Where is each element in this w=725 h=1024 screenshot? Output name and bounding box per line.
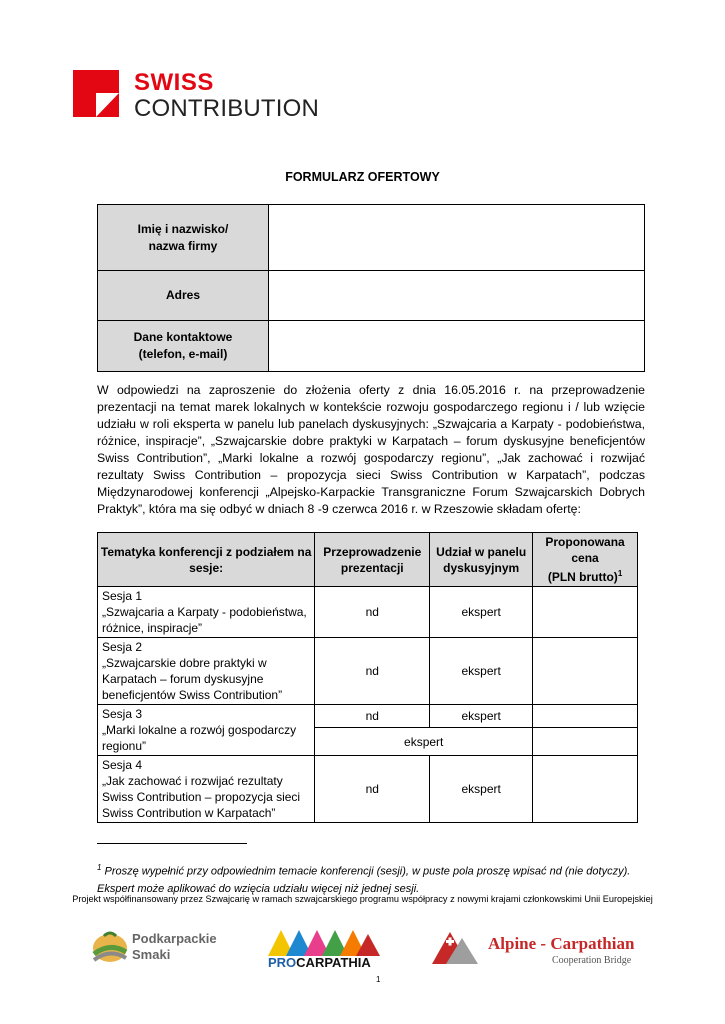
offer-table (97, 532, 638, 823)
contact-table (97, 204, 645, 372)
presentation-cell: nd (315, 705, 430, 728)
panel-cell: ekspert (430, 756, 533, 823)
logo-line1: SWISS (134, 69, 214, 96)
project-funding-line: Projekt współfinansowany przez Szwajcarię w ramach szwajcarskiego programu współpracy z nowymi krajami członkowskimi Unii Europejskiej (72, 894, 653, 904)
footnote: $^1$ Proszę wypełnić przy odpowiednim temacie konferencji (sesji), w puste pola proszę wpisać nd (nie dotyczy). Ekspert może aplikować do wzięcia udziału więcej niż jednej sesji. (97, 863, 631, 895)
table-row (98, 705, 638, 728)
swiss-contribution-logo (73, 70, 318, 126)
price-field[interactable] (533, 728, 638, 756)
session-cell: Sesja 2 „Szwajcarskie dobre praktyki w Karpatach – forum dyskusyjne beneficjentów Swiss Contribution” (98, 638, 315, 705)
header-panel: Udział w panelu dyskusyjnym (430, 533, 533, 587)
session-cell: Sesja 1 „Szwajcaria a Karpaty - podobieństwa, różnice, inspiracje” (98, 587, 315, 638)
table-row (98, 587, 638, 638)
presentation-cell: nd (315, 756, 430, 823)
price-field[interactable] (533, 638, 638, 705)
contact-label-name: Imię i nazwisko/ nazwa firmy (98, 205, 269, 271)
panel-cell: ekspert (430, 587, 533, 638)
presentation-cell: nd (315, 587, 430, 638)
header-price: Proponowana cena (PLN brutto)$^1$ (533, 533, 638, 587)
header-topic: Tematyka konferencji z podziałem na sesje: (98, 533, 315, 587)
logo-mark-icon (73, 70, 119, 117)
price-field[interactable] (533, 587, 638, 638)
price-field[interactable] (533, 705, 638, 728)
session-cell: Sesja 4 „Jak zachować i rozwijać rezultaty Swiss Contribution – propozycja sieci Swiss Contribution w Karpatach” (98, 756, 315, 823)
logo-line2: CONTRIBUTION (134, 95, 320, 122)
table-row (98, 638, 638, 705)
table-row (98, 756, 638, 823)
podkarpackie-smaki-logo: Podkarpackie Smaki (90, 928, 220, 972)
page-number: 1 (376, 975, 381, 984)
header-presentation: Przeprowadzenie prezentacji (315, 533, 430, 587)
footnote-divider (97, 843, 247, 844)
session-cell: Sesja 3 „Marki lokalne a rozwój gospodarczy regionu” (98, 705, 315, 756)
presentation-cell: nd (315, 638, 430, 705)
contact-label-address: Adres (98, 271, 269, 321)
procarpathia-logo: PROCARPATHIA (268, 926, 380, 972)
intro-paragraph: W odpowiedzi na zaproszenie do złożenia oferty z dnia 16.05.2016 r. na przeprowadzenie prezentacji na temat marek lokalnych w kontekście rozwoju gospodarczego regionu i / lub wzięcie udziału w roli eksperta w panelu lub panelach dyskusyjnych: „Szwajcaria a Karpaty - podobieństwa, różnice, inspiracje”, „Szwajcarskie dobre praktyki w Karpatach – forum dyskusyjne beneficjentów Swiss Contribution”, „Marki lokalne a rozwój gospodarczy regionu”, „Jak zachować i rozwijać rezultaty Swiss Contribution – propozycja sieci Swiss Contribution w Karpatach”, podczas Międzynarodowej konferencji „Alpejsko-Karpackie Transgraniczne Forum Szwajcarskich Dobrych Praktyk”, która ma się odbyć w dniach 8 -9 czerwca 2016 r. w Rzeszowie składam ofertę: (97, 383, 645, 516)
alpine-carpathian-logo: Alpine - Carpathian Cooperation Bridge (432, 928, 642, 970)
panel-cell: ekspert (430, 638, 533, 705)
name-field[interactable] (269, 205, 645, 271)
price-field[interactable] (533, 756, 638, 823)
address-field[interactable] (269, 271, 645, 321)
panel-cell: ekspert (430, 705, 533, 728)
form-title: FORMULARZ OFERTOWY (285, 170, 440, 184)
contact-label-contact: Dane kontaktowe (telefon, e-mail) (98, 321, 269, 372)
merged-panel-cell: ekspert (315, 728, 533, 756)
contact-field[interactable] (269, 321, 645, 372)
